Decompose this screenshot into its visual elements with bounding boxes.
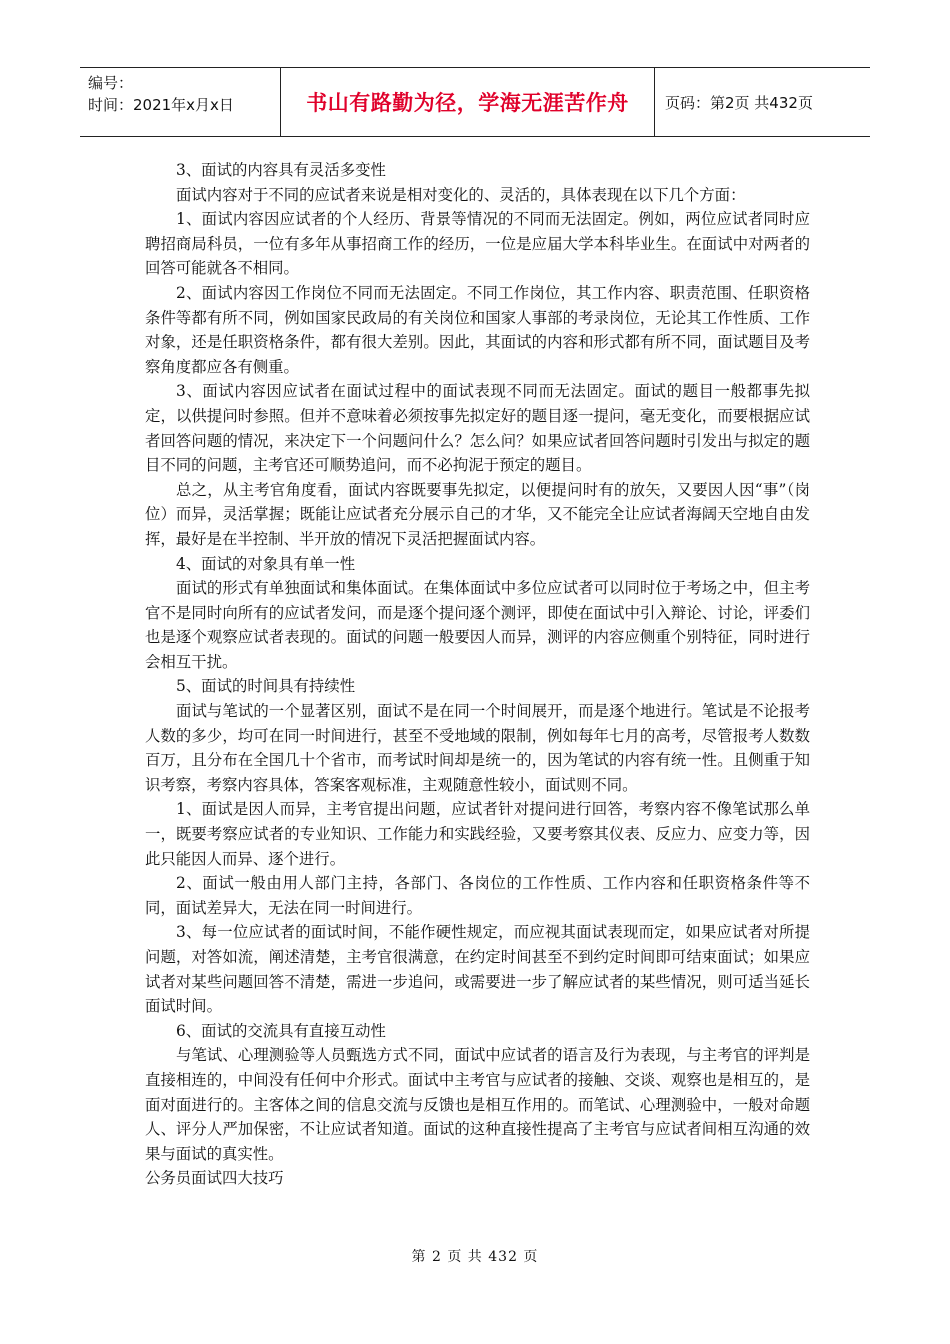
paragraph: 3、面试内容因应试者在面试过程中的面试表现不同而无法固定。面试的题目一般都事先拟定，以供提问时参照。但并不意味着必须按事先拟定好的题目逐一提问，毫无变化，而要根据应试者回答问题的情况，来决定下一个问题问什么？怎么问？如果应试者回答问题时引发出与拟定的题目不同的问题，主考官还可顺势追问，而不必拘泥于预定的题目。	[145, 382, 810, 475]
paragraph: 3、面试的内容具有灵活多变性	[176, 161, 386, 179]
document-body	[145, 158, 810, 1191]
header-page-label: 页码：第2页 共432页	[665, 93, 813, 112]
paragraph: 总之，从主考官角度看，面试内容既要事先拟定，以便提问时有的放矢，又要因人因“事”（岗位）而异，灵活掌握；既能让应试者充分展示自己的才华，又不能完全让应试者海阔天空地自由发挥，最好是在半控制、半开放的情况下灵活把握面试内容。	[145, 480, 810, 548]
number-label: 编号：	[88, 74, 134, 92]
paragraph: 6、面试的交流具有直接互动性	[176, 1021, 386, 1040]
paragraph: 公务员面试四大技巧	[145, 1169, 284, 1188]
time-label: 时间：2021年x月x日	[88, 96, 234, 114]
paragraph: 4、面试的对象具有单一性	[176, 554, 356, 573]
paragraph: 1、面试内容因应试者的个人经历、背景等情况的不同而无法固定。例如，两位应试者同时应聘招商局科员，一位有多年从事招商工作的经历，一位是应届大学本科毕业生。在面试中对两者的回答可能就各不相同。	[145, 210, 810, 278]
paragraph: 1、面试是因人而异，主考官提出问题，应试者针对提问进行回答，考察内容不像笔试那么单一，既要考察应试者的专业知识、工作能力和实践经验，又要考察其仪表、反应力、应变力等，因此只能因人而异、逐个进行。	[145, 800, 810, 868]
paragraph: 面试内容对于不同的应试者来说是相对变化的、灵活的，具体表现在以下几个方面：	[176, 185, 746, 204]
paragraph: 2、面试一般由用人部门主持，各部门、各岗位的工作性质、工作内容和任职资格条件等不同，面试差异大，无法在同一时间进行。	[145, 874, 810, 917]
header-page-cell	[655, 68, 870, 136]
paragraph: 5、面试的时间具有持续性	[176, 677, 356, 696]
page-header	[80, 67, 870, 137]
paragraph: 3、每一位应试者的面试时间，不能作硬性规定，而应视其面试表现而定，如果应试者对所提问题，对答如流，阐述清楚，主考官很满意，在约定时间甚至不到约定时间即可结束面试；如果应试者对某些问题回答不清楚，需进一步追问，或需要进一步了解应试者的某些情况，则可适当延长面试时间。	[145, 923, 810, 1016]
paragraph: 与笔试、心理测验等人员甄选方式不同，面试中应试者的语言及行为表现，与主考官的评判是直接相连的，中间没有任何中介形式。面试中主考官与应试者的接触、交谈、观察也是相互的，是面对面进行的。主客体之间的信息交流与反馈也是相互作用的。而笔试、心理测验中，一般对命题人、评分人严加保密，不让应试者知道。面试的这种直接性提高了主考官与应试者间相互沟通的效果与面试的真实性。	[145, 1046, 810, 1163]
header-motto-cell	[280, 68, 655, 136]
page-footer: 第 2 页 共 432 页	[411, 1249, 539, 1265]
paragraph: 面试的形式有单独面试和集体面试。在集体面试中多位应试者可以同时位于考场之中，但主考官不是同时向所有的应试者发问，而是逐个提问逐个测评，即使在面试中引入辩论、讨论，评委们也是逐个观察应试者表现的。面试的问题一般要因人而异，测评的内容应侧重个别特征，同时进行会相互干扰。	[145, 579, 810, 671]
header-meta	[80, 68, 280, 136]
paragraph: 面试与笔试的一个显著区别，面试不是在同一个时间展开，而是逐个地进行。笔试是不论报考人数的多少，均可在同一时间进行，甚至不受地域的限制，例如每年七月的高考，尽管报考人数数百万，且分布在全国几十个省市，而考试时间却是统一的，因为笔试的内容有统一性。且侧重于知识考察，考察内容具体，答案客观标准，主观随意性较小，面试则不同。	[145, 702, 810, 794]
header-motto: 书山有路勤为径，学海无涯苦作舟	[306, 91, 629, 115]
paragraph: 2、面试内容因工作岗位不同而无法固定。不同工作岗位，其工作内容、职责范围、任职资格条件等都有所不同，例如国家民政局的有关岗位和国家人事部的考录岗位，无论其工作性质、工作对象，还是任职资格条件，都有很大差别。因此，其面试的内容和形式都有所不同，面试题目及考察角度都应各有侧重。	[145, 283, 810, 376]
